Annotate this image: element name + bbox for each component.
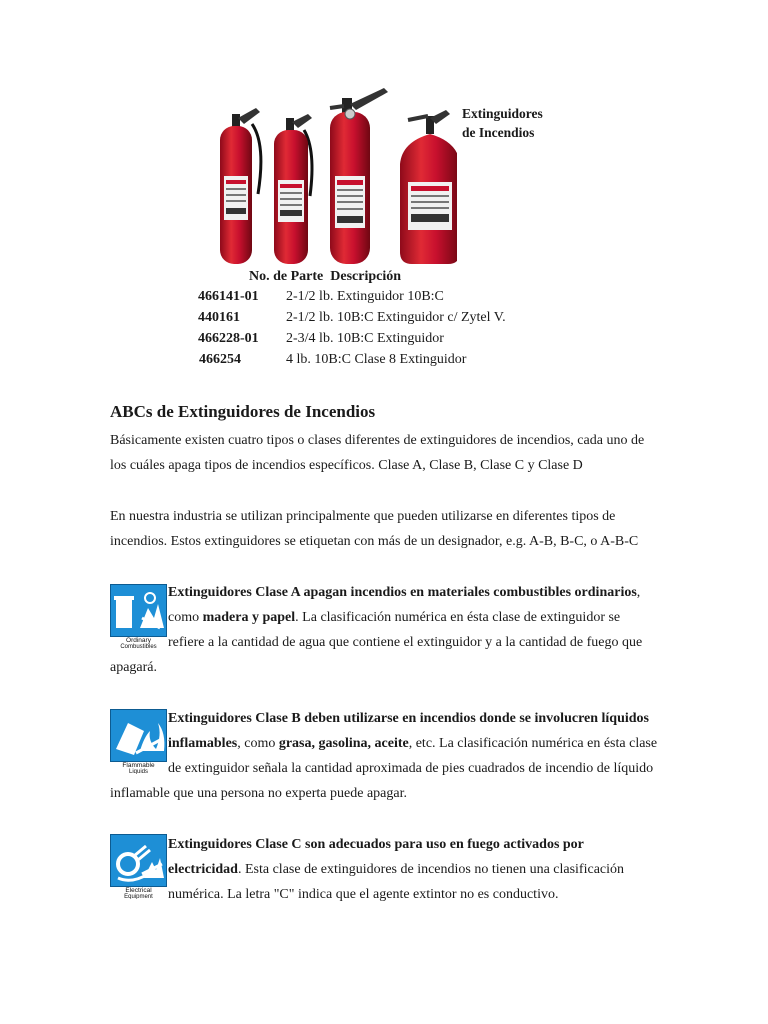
intro-paragraph-2: En nuestra industria se utilizan principalmente que pueden utilizarse en diferentes tipos de incendios. Estos extinguidores se etiquetan con más de un designador, e.g. A-B, B-C, o A-B-C xyxy=(110,509,639,549)
class-a-materials: madera y papel xyxy=(202,610,296,625)
part-number: 440161 xyxy=(198,310,240,325)
icon-label-2: Equipment xyxy=(124,894,153,899)
extinguishers-photo xyxy=(212,84,457,269)
class-a-text-1: , como xyxy=(168,585,641,625)
intro-paragraph-1: Básicamente existen cuatro tipos o clases diferentes de extinguidores de incendios, cada uno de los cuáles apaga tipos de incendios específicos. Clase A, Clase B, Clase C y Clase D xyxy=(110,433,645,473)
class-a-lead: Extinguidores Clase A apagan incendios en materiales combustibles ordinarios xyxy=(168,585,637,600)
part-description: 2-3/4 lb. 10B:C Extinguidor xyxy=(286,331,444,346)
class-a-text-2: . La clasificación numérica en ésta clase de extinguidor se refiere a la cantidad de agua que contiene el extinguidor y a la cantidad de fuego que apagará. xyxy=(110,610,643,675)
part-number: 466141-01 xyxy=(198,289,259,304)
part-number: 466228-01 xyxy=(198,331,259,346)
icon-label-2: Liquids xyxy=(128,769,149,774)
part-number: 466254 xyxy=(199,352,241,367)
icon-label-2: Combustibles xyxy=(120,644,157,649)
parts-table-header: No. de Parte Descripción xyxy=(249,269,402,284)
extinguisher-3 xyxy=(330,88,388,264)
class-b-lead: Extinguidores Clase B deben utilizarse en incendios donde se involucren líquidos inflamables xyxy=(168,711,650,751)
class-b-materials: grasa, gasolina, aceite xyxy=(278,736,409,751)
part-description: 2-1/2 lb. Extinguidor 10B:C xyxy=(286,289,444,304)
class-c-lead: Extinguidores Clase C son adecuados para uso en fuego activados por electricidad xyxy=(168,837,584,877)
part-description: 4 lb. 10B:C Clase 8 Extinguidor xyxy=(286,352,467,367)
class-c-text-1: . Esta clase de extinguidores de incendios no tienen una clasificación numérica. La letra "C" indica que el agente extintor no es conductivo. xyxy=(168,862,625,902)
class-c-paragraph xyxy=(110,832,660,907)
class-b-text-1: , como xyxy=(237,736,279,751)
caption-line-2: de Incendios xyxy=(462,125,535,140)
icon-label-1: Flammable xyxy=(122,762,155,769)
icon-label-1: Ordinary xyxy=(126,637,151,644)
extinguisher-1 xyxy=(220,108,261,264)
extinguisher-4 xyxy=(400,110,457,264)
part-description: 2-1/2 lb. 10B:C Extinguidor c/ Zytel V. xyxy=(286,310,506,325)
figure-caption xyxy=(462,104,543,142)
caption-line-1: Extinguidores xyxy=(462,106,543,121)
class-b-paragraph xyxy=(110,706,660,806)
class-b-text-2: , etc. La clasificación numérica en ésta clase de extinguidor señala la cantidad aproximada de pies cuadrados de incendio de líquido inflamable que una persona no experta puede apagar. xyxy=(110,736,658,801)
class-a-paragraph xyxy=(110,580,660,680)
icon-label-1: Electrical xyxy=(125,887,152,894)
extinguisher-2 xyxy=(274,114,312,264)
section-title: ABCs de Extinguidores de Incendios xyxy=(110,402,376,421)
